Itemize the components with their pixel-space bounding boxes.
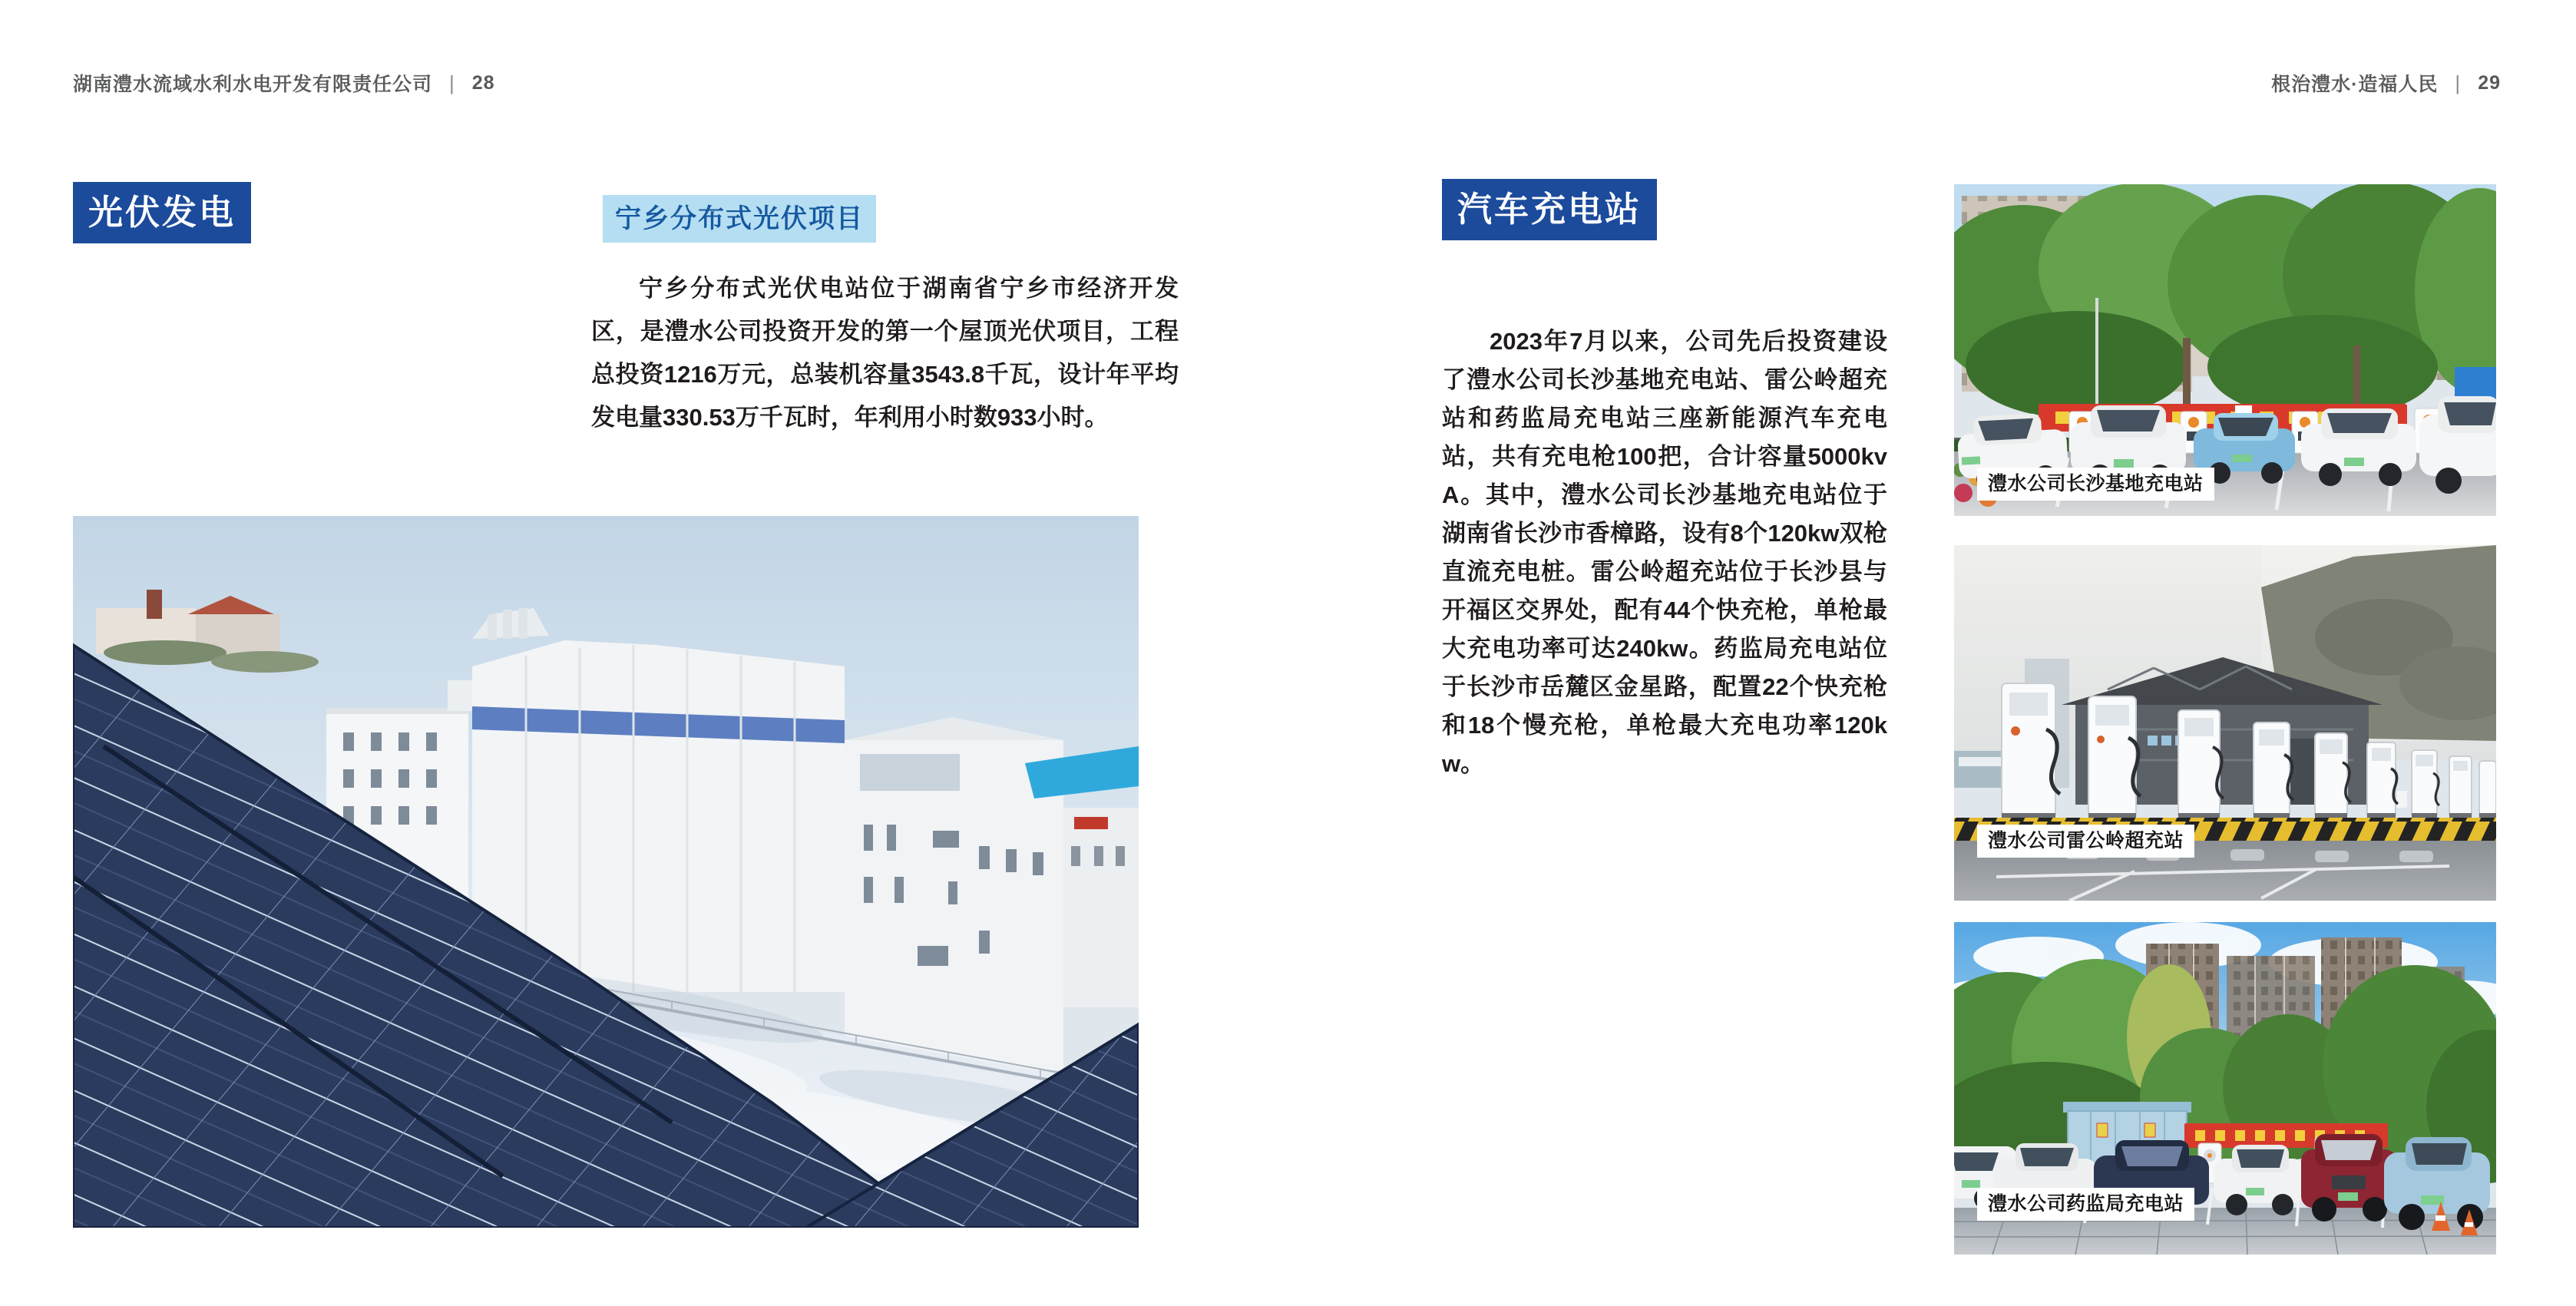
photo-caption-changsha-base: 澧水公司长沙基地充电站	[1977, 468, 2214, 501]
main-plant-building	[472, 608, 845, 992]
yaojianju-station-photo	[1954, 922, 2496, 1255]
pv-paragraph: 宁乡分布式光伏电站位于湖南省宁乡市经济开发区，是澧水公司投资开发的第一个屋顶光伏项目，工程总投资1216万元，总装机容量3543.8千瓦，设计年平均发电量330.53万千瓦时，年利用小时数933小时。	[591, 275, 1179, 431]
leigongling-station-photo	[1954, 545, 2496, 901]
changsha-base-station-photo	[1954, 184, 2496, 516]
header-divider: |	[449, 71, 455, 94]
running-header-right	[2271, 69, 2501, 97]
project-title-ningxiang-pv: 宁乡分布式光伏项目	[603, 195, 876, 243]
running-header-left	[73, 69, 495, 97]
photo-caption-leigongling: 澧水公司雷公岭超充站	[1977, 825, 2194, 858]
section-title-ev-charging: 汽车充电站	[1442, 179, 1657, 240]
rooftop-solar-illustration	[73, 516, 1139, 1228]
changsha-base-illustration	[1954, 184, 2496, 516]
ev-paragraph: 2023年7月以来，公司先后投资建设了澧水公司长沙基地充电站、雷公岭超充站和药监局充电站三座新能源汽车充电站，共有充电枪100把，合计容量5000kvA。其中，澧水公司长沙基地充电站位于湖南省长沙市香樟路，设有8个120kw双枪直流充电桩。雷公岭超充站位于长沙县与开福区交界处，配有44个快充枪，单枪最大充电功率可达240kw。药监局充电站位于长沙市岳麓区金星路，配置22个快充枪和18个慢充枪，单枪最大充电功率120kw。	[1442, 328, 1887, 777]
rooftop-solar-photo	[73, 516, 1139, 1228]
slogan: 根治澧水·造福人民	[2271, 74, 2439, 95]
company-name: 湖南澧水流域水利水电开发有限责任公司	[73, 74, 433, 95]
section-title-photovoltaic: 光伏发电	[73, 182, 251, 243]
page-number-left: 28	[471, 71, 495, 94]
photo-caption-yaojianju: 澧水公司药监局充电站	[1977, 1188, 2194, 1222]
trees	[1954, 184, 2496, 430]
page-number-right: 29	[2478, 71, 2501, 94]
header-divider: |	[2455, 71, 2462, 94]
